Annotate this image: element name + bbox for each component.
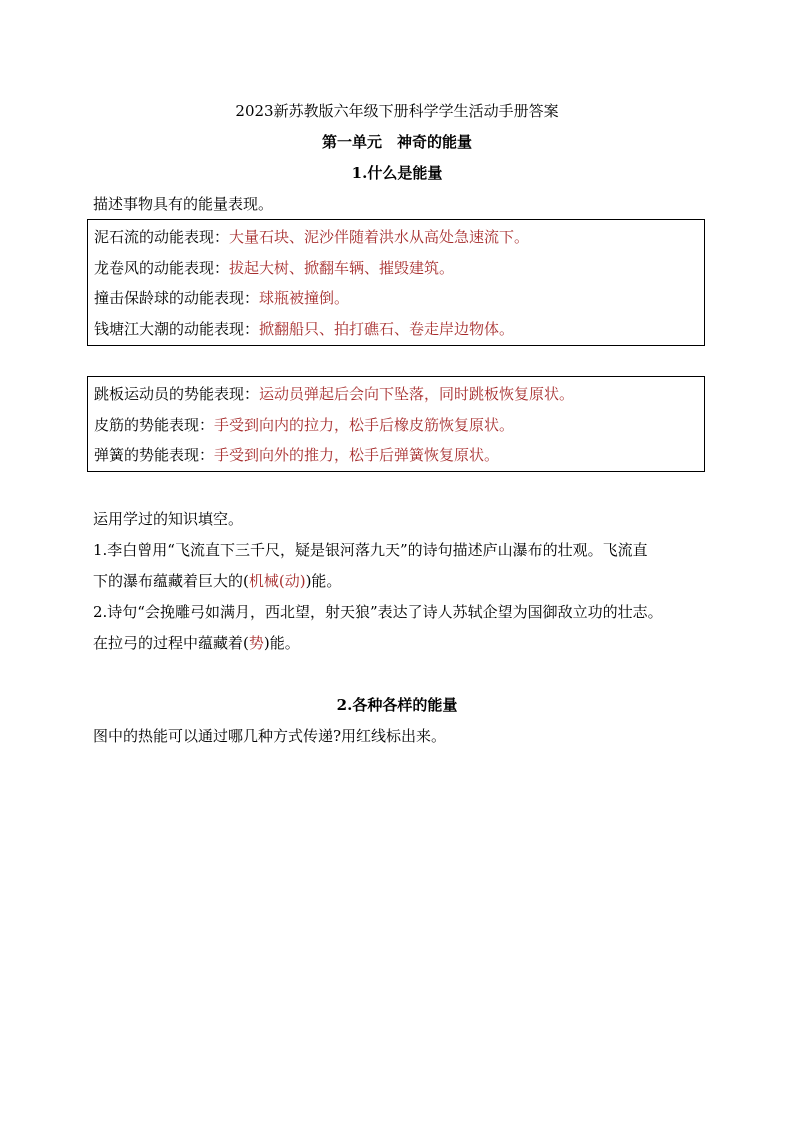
section1-prompt: 描述事物具有的能量表现。 xyxy=(93,195,274,213)
row-label: 钱塘江大潮的动能表现： xyxy=(94,320,260,338)
row-answer: 手受到向内的拉力，松手后橡皮筋恢复原状。 xyxy=(214,416,515,434)
row-label: 泥石流的动能表现： xyxy=(94,228,230,246)
lesson2-title: 2.各种各样的能量 xyxy=(336,696,458,714)
question1-line1: 1.李白曾用“飞流直下三千尺，疑是银河落九天”的诗句描述庐山瀑布的壮观。飞流直 xyxy=(93,541,648,559)
question2-line1: 2.诗句“会挽雕弓如满月，西北望，射天狼”表达了诗人苏轼企望为国御敌立功的壮志。 xyxy=(93,603,663,621)
potential-row xyxy=(94,445,499,465)
row-answer: 运动员弹起后会向下坠落，同时跳板恢复原状。 xyxy=(259,385,575,403)
row-label: 跳板运动员的势能表现： xyxy=(94,385,260,403)
question2-text-before: 在拉弓的过程中蕴藏着( xyxy=(93,634,249,652)
unit-title: 第一单元 神奇的能量 xyxy=(321,133,472,151)
kinetic-row xyxy=(94,319,514,339)
potential-energy-box xyxy=(87,376,705,472)
question1-line2 xyxy=(93,571,341,591)
question1-answer: 机械(动) xyxy=(248,572,306,590)
question1-text-before: 下的瀑布蕴藏着巨大的( xyxy=(93,572,249,590)
question1-text-after: )能。 xyxy=(305,572,342,590)
row-label: 皮筋的势能表现： xyxy=(94,416,215,434)
potential-row xyxy=(94,415,514,435)
question2-line2 xyxy=(93,633,300,653)
document-title: 2023新苏教版六年级下册科学学生活动手册答案 xyxy=(235,102,559,120)
question2-answer: 势 xyxy=(248,634,264,652)
row-label: 撞击保龄球的动能表现： xyxy=(94,289,260,307)
kinetic-row xyxy=(94,288,349,308)
row-answer: 大量石块、泥沙伴随着洪水从高处急速流下。 xyxy=(229,228,530,246)
row-label: 弹簧的势能表现： xyxy=(94,446,215,464)
row-answer: 拔起大树、掀翻车辆、摧毁建筑。 xyxy=(229,259,455,277)
lesson2-prompt: 图中的热能可以通过哪几种方式传递?用红线标出来。 xyxy=(93,727,447,745)
row-answer: 球瓶被撞倒。 xyxy=(259,289,350,307)
question2-text-after: )能。 xyxy=(263,634,300,652)
row-answer: 手受到向外的推力，松手后弹簧恢复原状。 xyxy=(214,446,500,464)
kinetic-energy-box xyxy=(87,219,705,346)
row-answer: 掀翻船只、拍打礁石、卷走岸边物体。 xyxy=(259,320,515,338)
kinetic-row xyxy=(94,227,529,247)
section2-prompt: 运用学过的知识填空。 xyxy=(93,510,244,528)
lesson1-title: 1.什么是能量 xyxy=(351,164,443,182)
row-label: 龙卷风的动能表现： xyxy=(94,259,230,277)
potential-row xyxy=(94,384,574,404)
kinetic-row xyxy=(94,258,454,278)
